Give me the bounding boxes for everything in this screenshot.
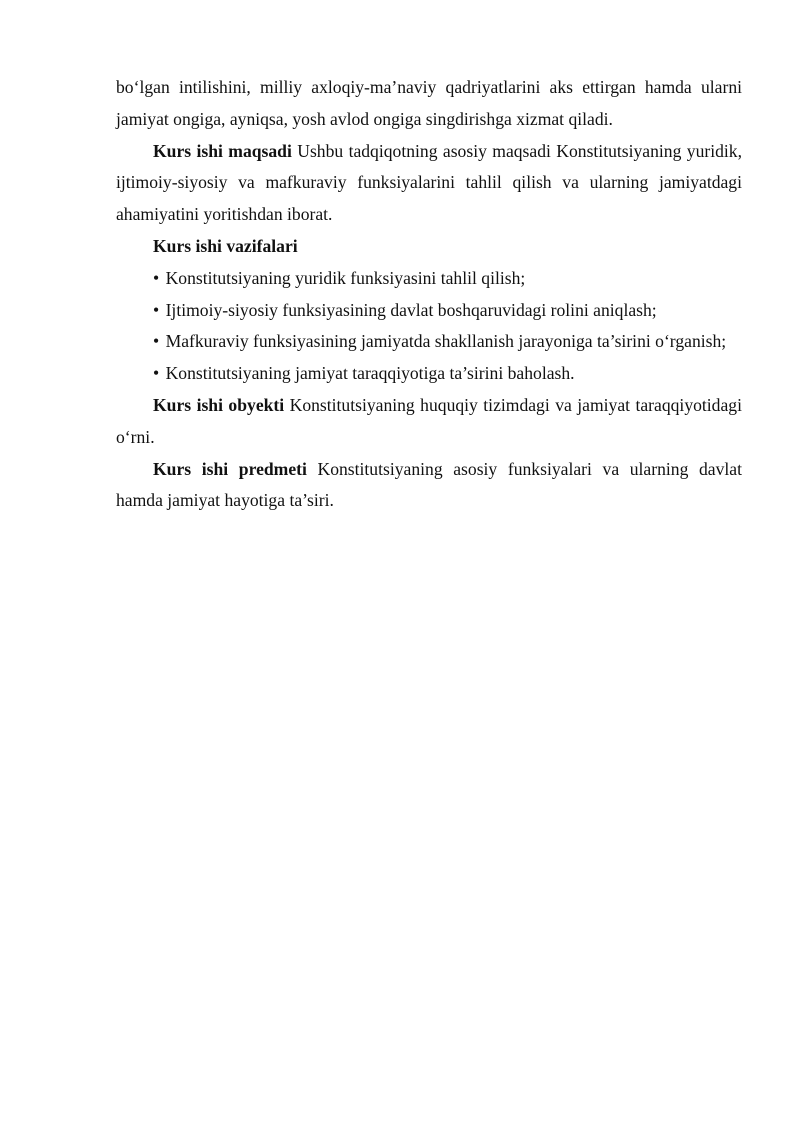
task-item-2 (116, 295, 742, 327)
task-text: Konstitutsiyaning jamiyat taraqqiyotiga ta’sirini baholash. (161, 363, 575, 384)
subject-paragraph (116, 454, 742, 518)
task-item-3 (116, 326, 742, 358)
subject-text: Konstitutsiyaning asosiy funksiyalari va ularning davlat hamda jamiyat hayotiga ta’siri. (116, 458, 742, 511)
task-item-4 (116, 358, 742, 390)
document-page (116, 72, 742, 517)
goal-text: Ushbu tadqiqotning asosiy maqsadi Konstitutsiyaning yuridik, ijtimoiy-siyosiy va mafkuraviy funksiyalarini tahlil qilish va ularning jamiyatdagi ahamiyatini yoritishdan iborat. (116, 140, 742, 225)
task-text: Ijtimoiy-siyosiy funksiyasining davlat boshqaruvidagi rolini aniqlash; (161, 299, 657, 320)
bullet-icon: • (153, 299, 160, 320)
intro-continuation-paragraph: bo‘lgan intilishini, milliy axloqiy-ma’naviy qadriyatlarini aks ettirgan hamda ularni jamiyat ongiga, ayniqsa, yosh avlod ongiga singdirishga xizmat qiladi. (116, 77, 742, 129)
bullet-icon: • (153, 363, 160, 384)
bullet-icon: • (153, 331, 160, 352)
subject-label: Kurs ishi predmeti (153, 458, 307, 479)
goal-label: Kurs ishi maqsadi (153, 140, 292, 161)
bullet-icon: • (153, 267, 160, 288)
task-text: Mafkuraviy funksiyasining jamiyatda shakllanish jarayoniga ta’sirini o‘rganish; (161, 331, 727, 352)
object-text: Konstitutsiyaning huquqiy tizimdagi va jamiyat taraqqiyotidagi o‘rni. (116, 394, 742, 447)
object-paragraph (116, 390, 742, 454)
task-item-1 (116, 263, 742, 295)
task-text: Konstitutsiyaning yuridik funksiyasini tahlil qilish; (161, 267, 526, 288)
tasks-heading: Kurs ishi vazifalari (153, 235, 298, 256)
goal-paragraph (116, 136, 742, 231)
object-label: Kurs ishi obyekti (153, 394, 285, 415)
